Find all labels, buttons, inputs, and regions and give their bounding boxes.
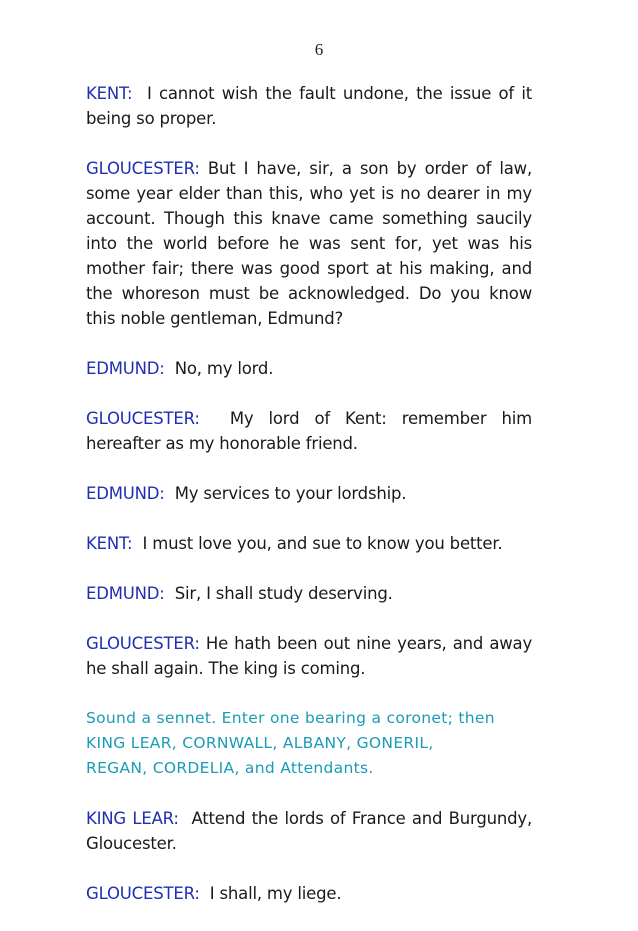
page-number: 6: [314, 40, 324, 59]
speaker-name: KING LEAR:: [86, 809, 179, 828]
script-body: [86, 81, 532, 931]
speaker-name: EDMUND:: [86, 584, 165, 603]
dialogue-line: [86, 581, 532, 606]
dialogue-line: [86, 481, 532, 506]
dialogue-line: [86, 631, 532, 681]
speaker-name: EDMUND:: [86, 359, 165, 378]
dialogue-line: [86, 156, 532, 331]
dialogue-line: [86, 356, 532, 381]
dialogue-text: My services to your lordship.: [174, 484, 407, 503]
dialogue-text: But I have, sir, a son by order of law, some year elder than this, who yet is no dearer in my account. Though this knave came something saucily into the world before he was sent for, yet was his mother fair; there was good sport at his making, and the whoreson must be acknowledged. Do you know this noble gentleman, Edmund?: [86, 159, 532, 328]
stage-direction-line: REGAN, CORDELIA, and Attendants.: [86, 759, 374, 777]
dialogue-text: I shall, my liege.: [209, 884, 342, 903]
dialogue-line: [86, 806, 532, 856]
speaker-name: GLOUCESTER:: [86, 159, 200, 178]
dialogue-text: I must love you, and sue to know you better.: [142, 534, 503, 553]
speaker-name: KENT:: [86, 534, 133, 553]
dialogue-text: Sir, I shall study deserving.: [174, 584, 393, 603]
dialogue-text: He hath been out nine years, and away he shall again. The king is coming.: [86, 634, 533, 678]
dialogue-text: Attend the lords of France and Burgundy, Gloucester.: [86, 809, 533, 853]
speaker-name: KENT:: [86, 84, 133, 103]
dialogue-text: My lord of Kent: remember him hereafter as my honorable friend.: [86, 409, 532, 453]
dialogue-text: I cannot wish the fault undone, the issue of it being so proper.: [86, 84, 532, 128]
speaker-name: GLOUCESTER:: [86, 634, 200, 653]
stage-direction-line: KING LEAR, CORNWALL, ALBANY, GONERIL,: [86, 734, 434, 752]
dialogue-line: [86, 531, 532, 556]
dialogue-line: [86, 881, 532, 906]
speaker-name: GLOUCESTER:: [86, 409, 200, 428]
dialogue-line: [86, 81, 532, 131]
stage-direction-line: Sound a sennet. Enter one bearing a coronet; then: [86, 709, 495, 727]
stage-direction: [86, 706, 532, 781]
speaker-name: GLOUCESTER:: [86, 884, 200, 903]
speaker-name: EDMUND:: [86, 484, 165, 503]
dialogue-line: [86, 406, 532, 456]
dialogue-text: No, my lord.: [174, 359, 274, 378]
